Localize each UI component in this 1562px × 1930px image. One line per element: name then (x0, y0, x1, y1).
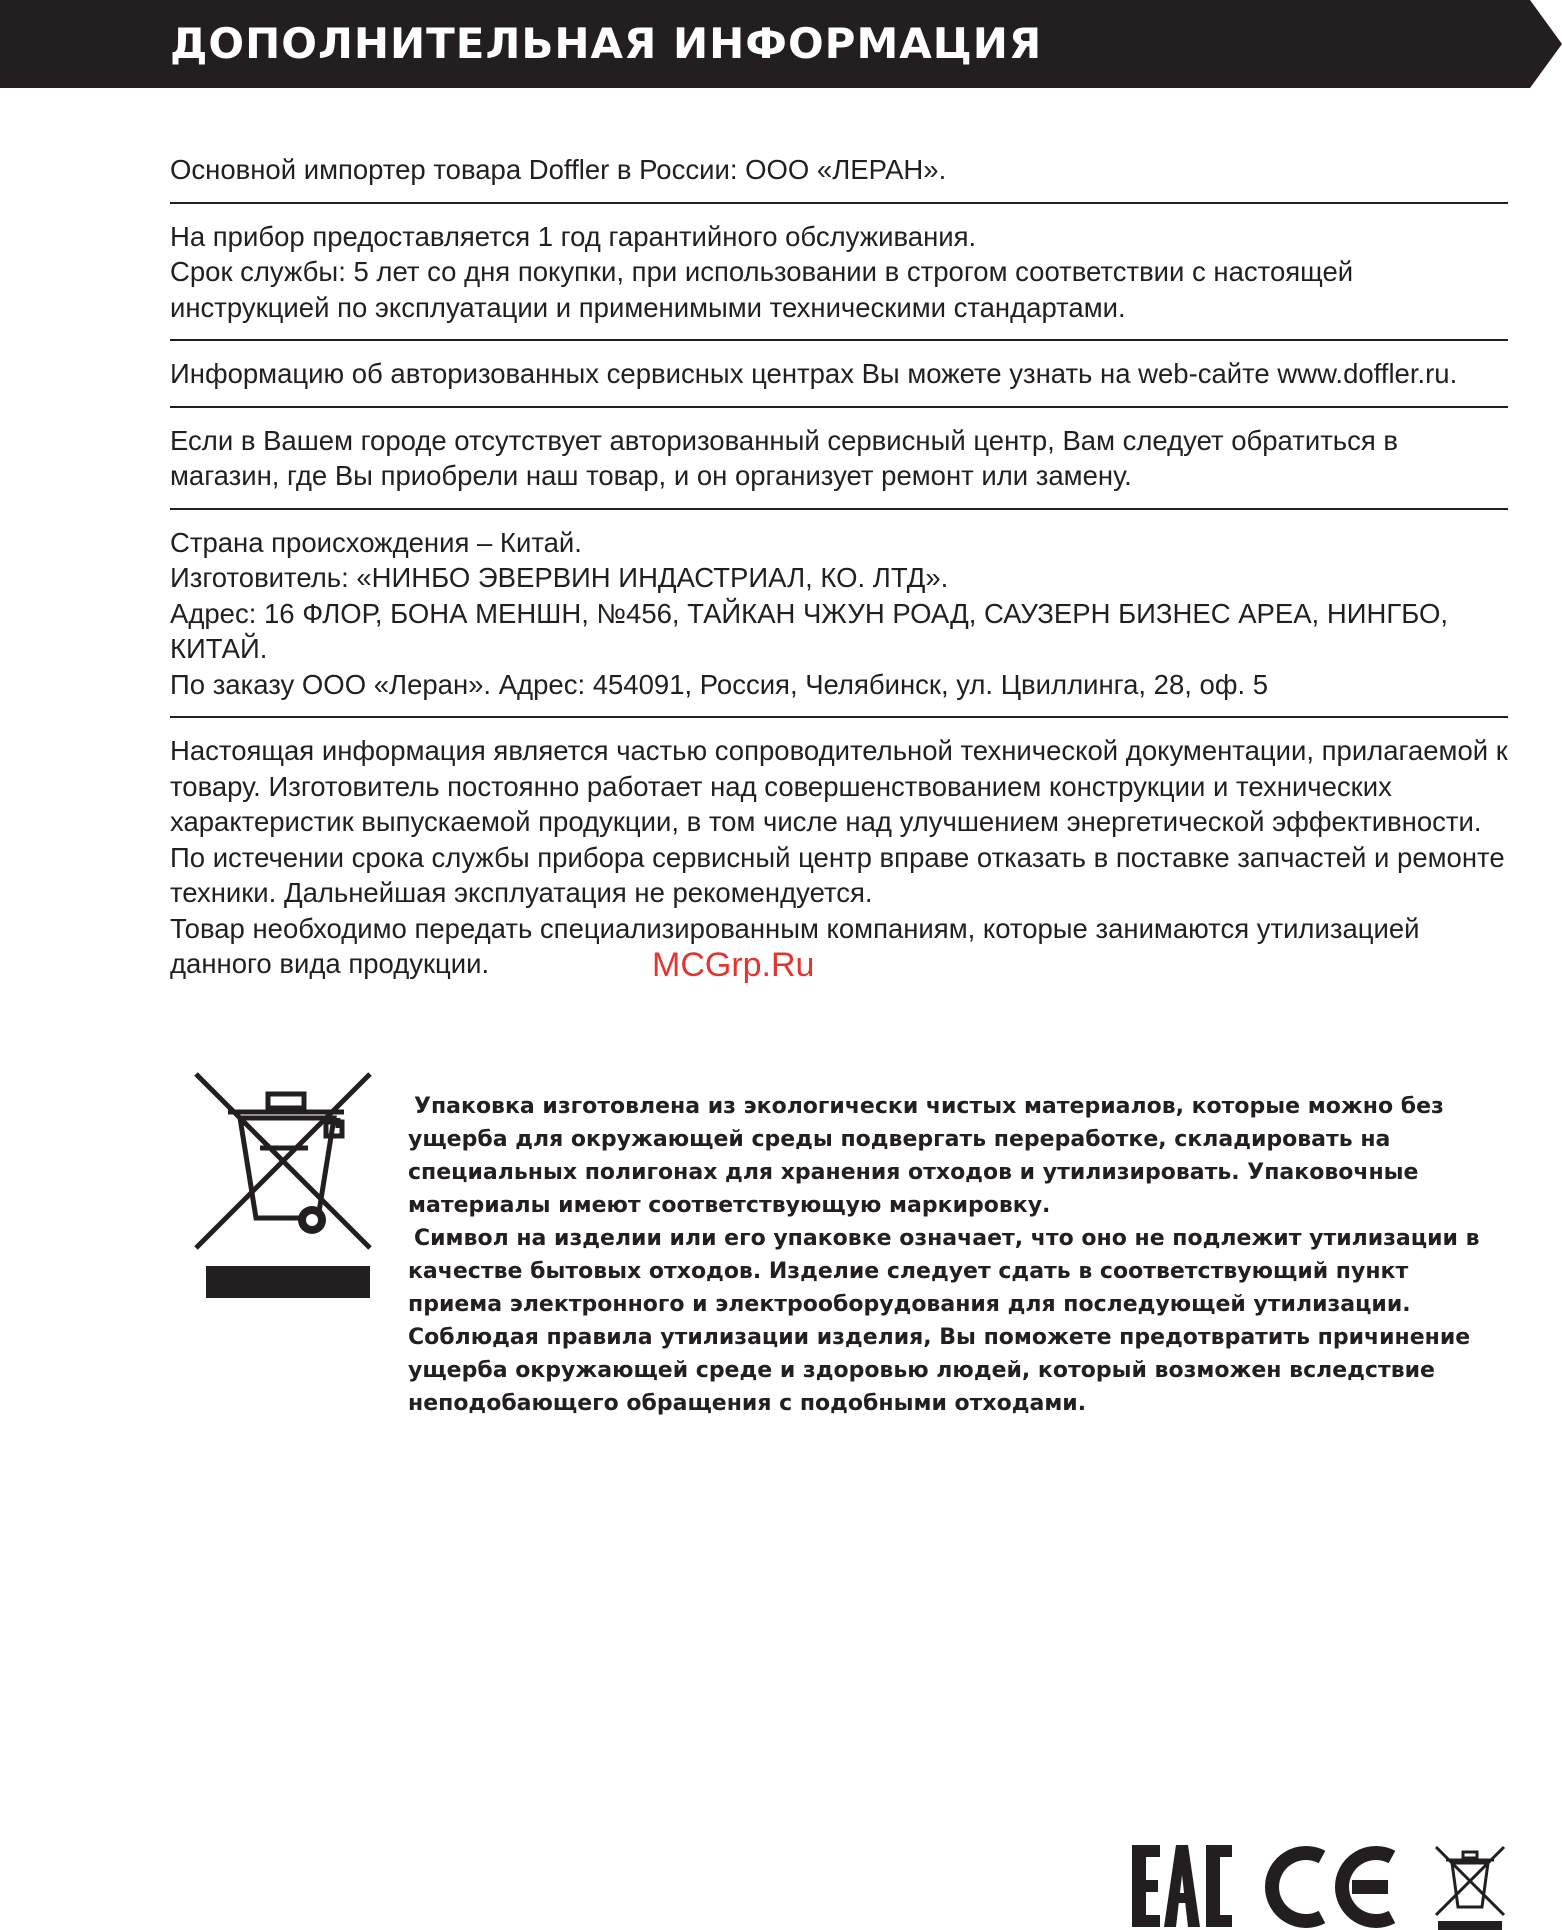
origin-section (170, 508, 1508, 717)
service-centers-text: Информацию об авторизованных сервисных центрах Вы можете узнать на web-сайте www.doffler.ru. (170, 358, 1458, 389)
watermark-text: MCGrp.Ru (652, 946, 815, 984)
order-info: По заказу ООО «Леран». Адрес: 454091, Россия, Челябинск, ул. Цвиллинга, 28, оф. 5 (170, 668, 1269, 700)
warranty-text: На прибор предоставляется 1 год гарантийного обслуживания. (170, 220, 977, 252)
importer-section (170, 152, 1508, 202)
service-life-text: Срок службы: 5 лет со дня покупки, при использовании в строгом соответствии с настоящей инструкцией по эксплуатации и применимыми техническими стандартами. (170, 256, 1354, 323)
packaging-text: Упаковка изготовлена из экологически чистых материалов, которые можно без ущерба для окружающей среды подвергать переработке, складировать на специальных полигонах для хранения отходов и утилизировать. Упаковочные материалы имеют соответствующую маркировку. (408, 1094, 1444, 1218)
ce-mark-icon (1272, 1853, 1392, 1921)
info-content (170, 152, 1508, 996)
no-service-section (170, 406, 1508, 508)
crossed-bin-icon (188, 1068, 378, 1298)
page-title: ДОПОЛНИТЕЛЬНАЯ ИНФОРМАЦИЯ (170, 19, 1043, 68)
disposal-instruction-text: Товар необходимо передать специализированным компаниям, которые занимаются утилизацией данного вида продукции. (170, 912, 1420, 979)
service-centers-section (170, 339, 1508, 406)
certification-marks (1130, 1835, 1530, 1930)
eac-mark-icon (1132, 1845, 1232, 1927)
manufacturer-address: Адрес: 16 ФЛОР, БОНА МЕНШН, №456, ТАЙКАН ЧЖУН РОАД, САУЗЕРН БИЗНЕС АРЕА, НИНГБО, КИТАЙ. (170, 597, 1448, 664)
disposal-info (408, 1090, 1508, 1420)
documentation-text: Настоящая информация является частью сопроводительной технической документации, прилагаемой к товару. Изготовитель постоянно работает над совершенствованием конструкции и технических характеристик выпускаемой продукции, в том числе над улучшением энергетической эффективности. По истечении срока службы прибора сервисный центр вправе отказать в поставке запчастей и ремонте техники. Дальнейшая эксплуатация не рекомендуется. (170, 735, 1508, 908)
weee-mark-icon (1436, 1847, 1504, 1930)
no-service-text: Если в Вашем городе отсутствует авторизованный сервисный центр, Вам следует обратиться в магазин, где Вы приобрели наш товар, и он организует ремонт или замену. (170, 424, 1399, 491)
page-header (0, 0, 1562, 88)
country-of-origin: Страна происхождения – Китай. (170, 526, 582, 558)
manufacturer-name: Изготовитель: «НИНБО ЭВЕРВИН ИНДАСТРИАЛ, КО. ЛТД». (170, 562, 949, 593)
warranty-section (170, 202, 1508, 340)
importer-text: Основной импортер товара Doffler в России: ООО «ЛЕРАН». (170, 154, 947, 185)
documentation-section (170, 716, 1508, 996)
symbol-text: Символ на изделии или его упаковке означает, что оно не подлежит утилизации в качестве бытовых отходов. Изделие следует сдать в соответствующий пункт приема электронного и электрооборудования для последующей утилизации. Соблюдая правила утилизации изделия, Вы поможете предотвратить причинение ущерба окружающей среде и здоровью людей, который возможен вследствие неподобающего обращения с подобными отходами. (408, 1226, 1480, 1416)
